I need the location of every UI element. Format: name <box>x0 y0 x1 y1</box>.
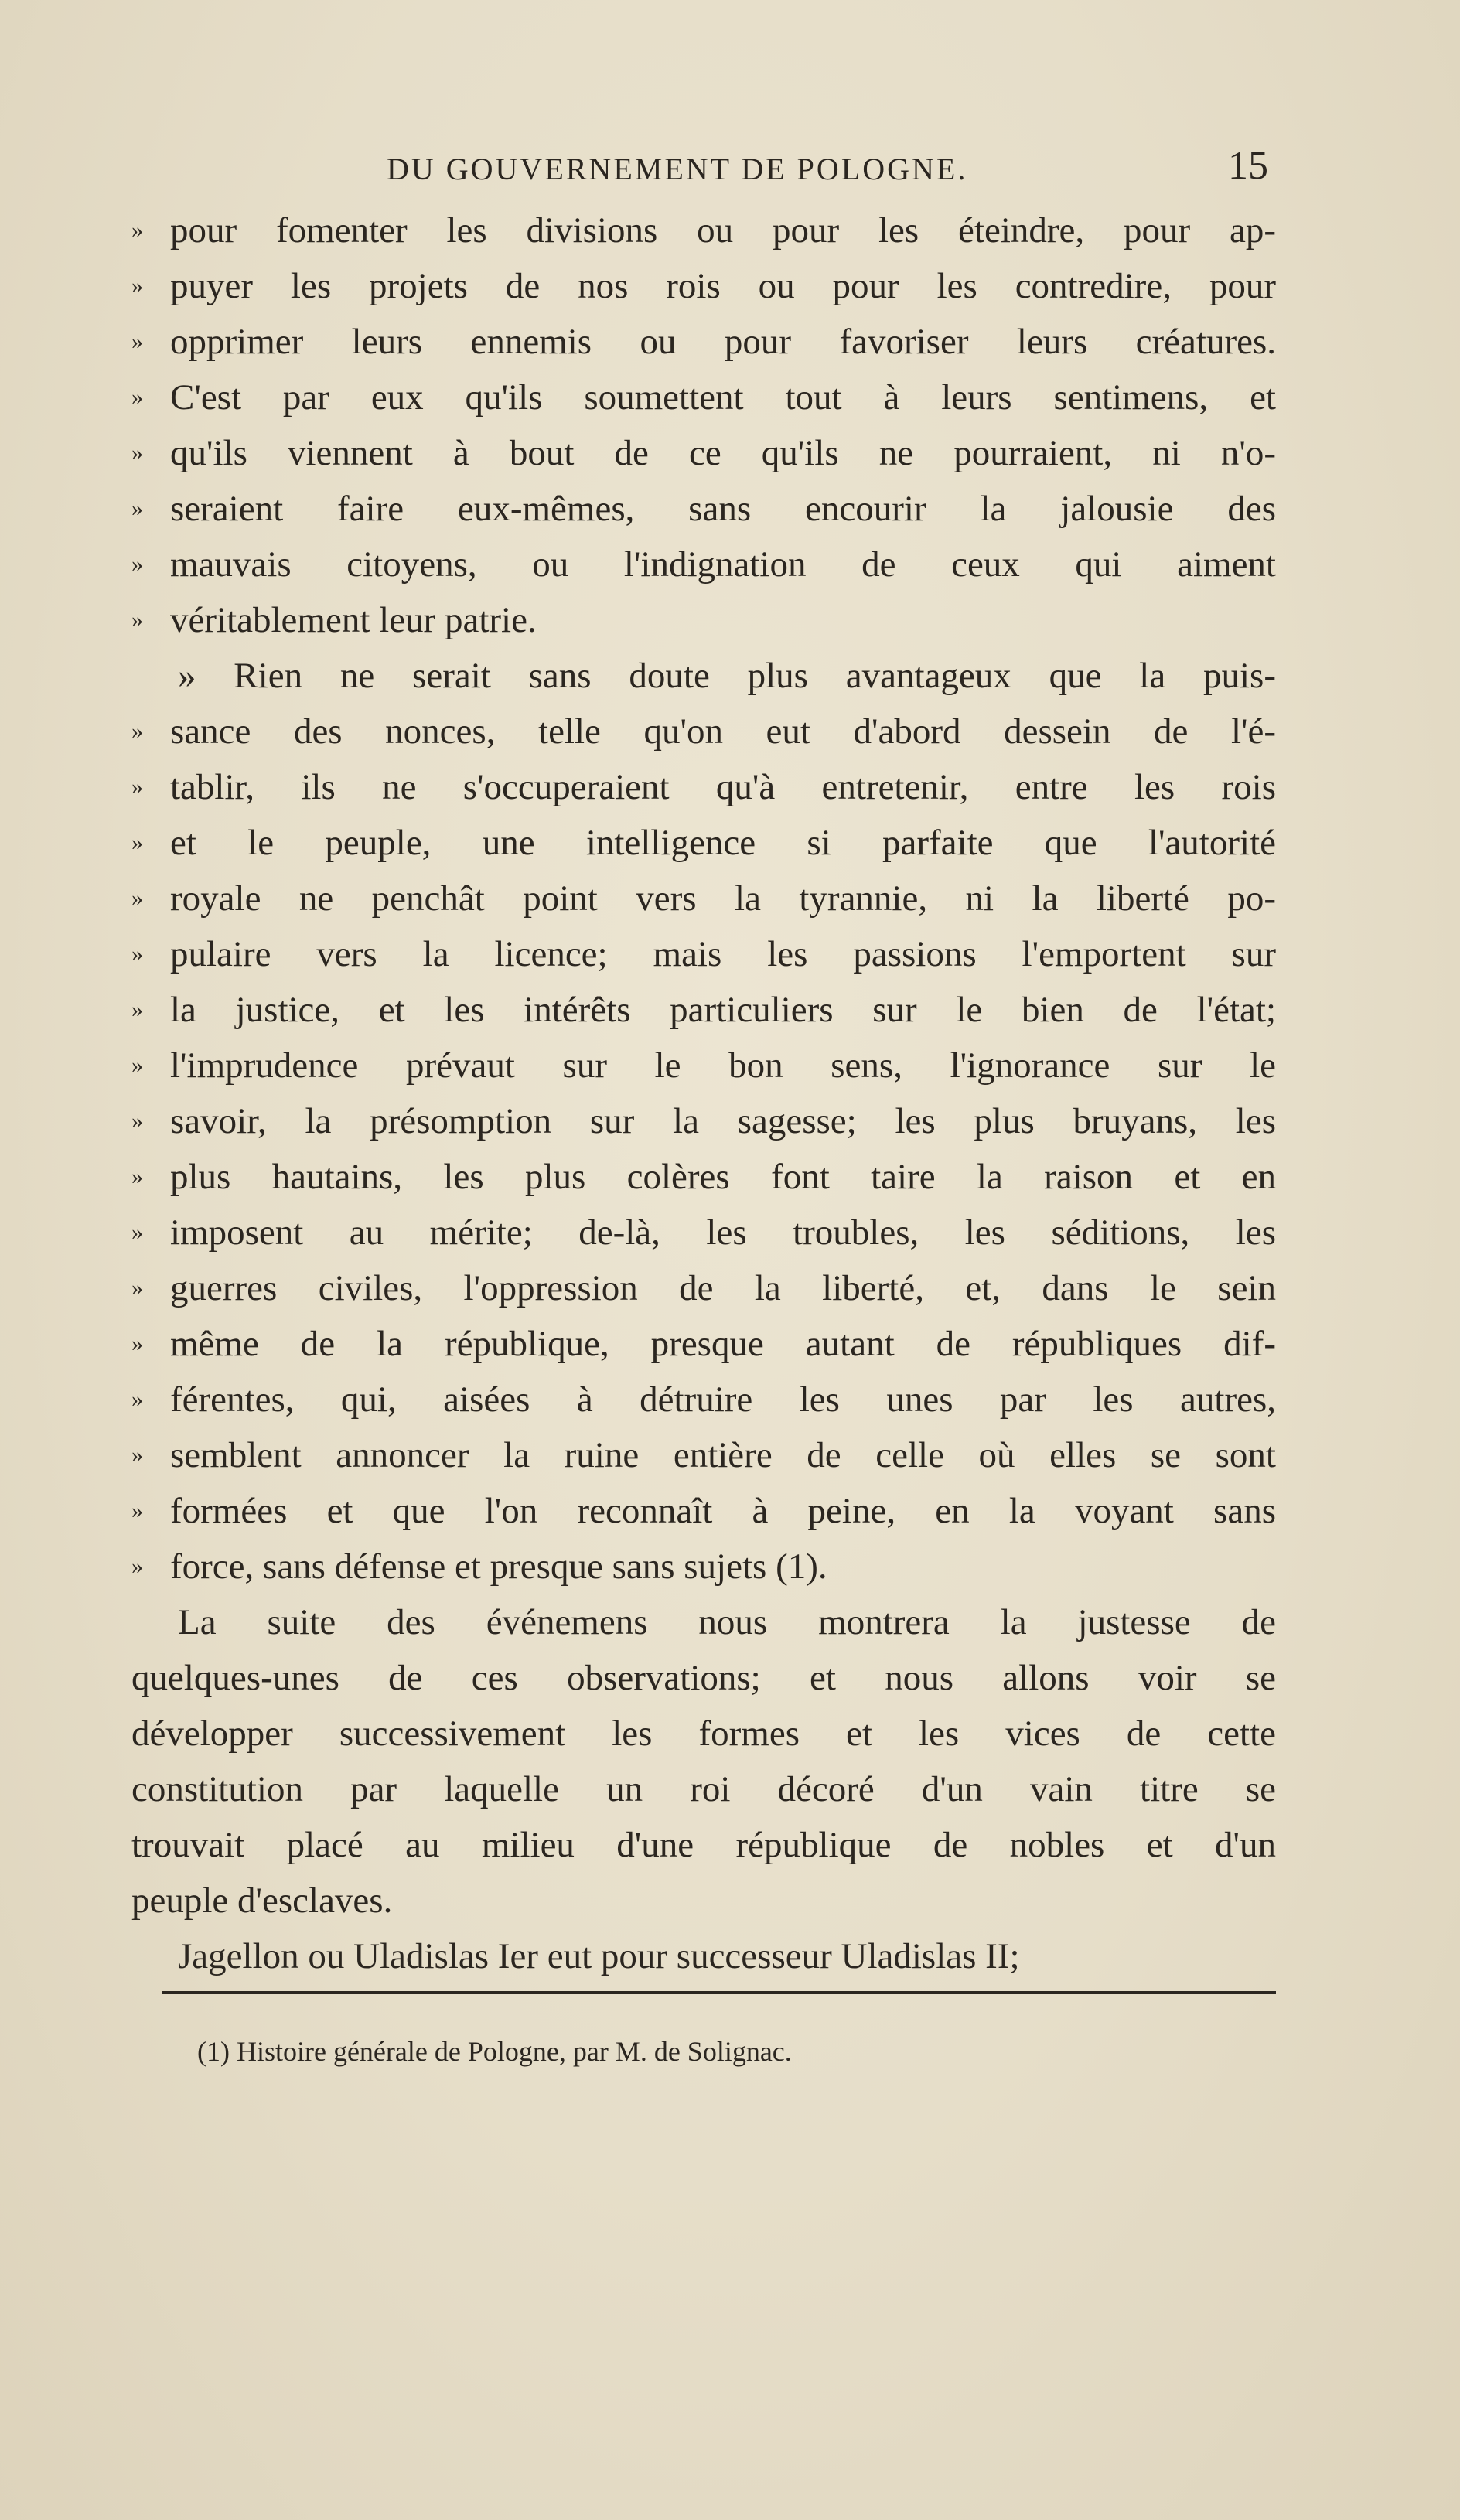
line-text: opprimer leurs ennemis ou pour favoriser leurs créatures. <box>170 322 1276 362</box>
text-line <box>131 1594 1276 1650</box>
line-text: trouvait placé au milieu d'une république de nobles et d'un <box>131 1825 1276 1865</box>
line-text: pulaire vers la licence; mais les passions l'emportent sur <box>170 934 1276 974</box>
text-line <box>131 815 1276 871</box>
quote-mark: » <box>131 217 143 243</box>
quote-mark: » <box>131 273 143 298</box>
quote-mark: » <box>131 774 143 800</box>
quote-mark: » <box>131 384 143 410</box>
quote-mark: » <box>131 551 143 577</box>
text-line <box>131 982 1276 1038</box>
line-text: la justice, et les intérêts particuliers sur le bien de l'état; <box>170 990 1276 1030</box>
line-text: pour fomenter les divisions ou pour les éteindre, pour ap- <box>170 210 1276 251</box>
quote-mark: » <box>131 830 143 855</box>
line-text: sance des nonces, telle qu'on eut d'abord dessein de l'é- <box>170 711 1276 752</box>
footnote: (1) Histoire générale de Pologne, par M. de Solignac. <box>197 2036 792 2067</box>
quote-mark: » <box>131 1331 143 1356</box>
line-text: seraient faire eux-mêmes, sans encourir la jalousie des <box>170 489 1276 529</box>
text-line <box>131 648 1276 704</box>
quote-mark: » <box>131 941 143 967</box>
text-line <box>131 1149 1276 1205</box>
quote-mark: » <box>131 997 143 1022</box>
quote-mark: » <box>131 607 143 633</box>
text-line <box>131 926 1276 982</box>
quote-mark: » <box>131 885 143 911</box>
text-line <box>131 1706 1276 1761</box>
text-line <box>131 1093 1276 1149</box>
quote-mark: » <box>131 1164 143 1189</box>
quote-mark: » <box>131 1219 143 1245</box>
quote-mark: » <box>131 1108 143 1134</box>
page-number: 15 <box>1228 144 1268 188</box>
quote-mark: » <box>131 718 143 744</box>
line-text: royale ne penchât point vers la tyrannie, ni la liberté po- <box>170 878 1276 919</box>
text-line <box>131 1761 1276 1817</box>
text-line <box>131 1260 1276 1316</box>
text-line <box>131 1316 1276 1372</box>
line-text: même de la république, presque autant de républiques dif- <box>170 1324 1276 1364</box>
line-text: développer successivement les formes et les vices de cette <box>131 1714 1276 1754</box>
running-head: DU GOUVERNEMENT DE POLOGNE. <box>387 152 968 186</box>
line-text: semblent annoncer la ruine entière de celle où elles se sont <box>170 1435 1276 1475</box>
line-text: véritablement leur patrie. <box>170 600 537 640</box>
text-line <box>131 704 1276 759</box>
text-line <box>131 203 1276 258</box>
quote-mark: » <box>131 496 143 521</box>
text-line <box>131 759 1276 815</box>
text-line <box>131 1650 1276 1706</box>
line-text: puyer les projets de nos rois ou pour les contredire, pour <box>170 266 1276 306</box>
line-text: mauvais citoyens, ou l'indignation de ceux qui aiment <box>170 544 1276 585</box>
text-line <box>131 1483 1276 1539</box>
line-text: guerres civiles, l'oppression de la liberté, et, dans le sein <box>170 1268 1276 1308</box>
text-line <box>131 1427 1276 1483</box>
line-text: l'imprudence prévaut sur le bon sens, l'ignorance sur le <box>170 1045 1276 1086</box>
line-text: qu'ils viennent à bout de ce qu'ils ne pourraient, ni n'o- <box>170 433 1276 473</box>
line-text: La suite des événemens nous montrera la justesse de <box>178 1602 1276 1642</box>
text-line <box>131 1539 1276 1594</box>
text-line <box>131 1205 1276 1260</box>
text-line <box>131 1873 1276 1928</box>
quote-mark: » <box>131 329 143 354</box>
line-text: savoir, la présomption sur la sagesse; les plus bruyans, les <box>170 1101 1276 1141</box>
quote-mark: » <box>131 1442 143 1468</box>
quote-mark: » <box>131 1275 143 1301</box>
page-header <box>155 143 1268 197</box>
text-line <box>131 258 1276 314</box>
text-line <box>131 1928 1276 1984</box>
line-text: force, sans défense et presque sans sujets (1). <box>170 1546 827 1587</box>
text-line <box>131 871 1276 926</box>
text-line <box>131 370 1276 425</box>
text-line <box>131 1372 1276 1427</box>
text-line <box>131 1038 1276 1093</box>
body-text <box>131 203 1276 1984</box>
quote-mark: » <box>131 1498 143 1523</box>
footnote-rule <box>162 1991 1276 1994</box>
quote-mark: » <box>131 1553 143 1579</box>
quote-mark: » <box>131 1386 143 1412</box>
line-text: quelques-unes de ces observations; et nous allons voir se <box>131 1658 1276 1698</box>
line-text: formées et que l'on reconnaît à peine, en la voyant sans <box>170 1491 1276 1531</box>
text-line <box>131 481 1276 537</box>
line-text: et le peuple, une intelligence si parfaite que l'autorité <box>170 823 1276 863</box>
line-text: tablir, ils ne s'occuperaient qu'à entretenir, entre les rois <box>170 767 1276 807</box>
text-line <box>131 1817 1276 1873</box>
text-line <box>131 425 1276 481</box>
quote-mark: » <box>131 440 143 465</box>
text-line <box>131 537 1276 592</box>
line-text: peuple d'esclaves. <box>131 1881 393 1921</box>
line-text: Jagellon ou Uladislas Ier eut pour successeur Uladislas II; <box>178 1936 1020 1976</box>
line-text: imposent au mérite; de-là, les troubles, les séditions, les <box>170 1212 1276 1253</box>
line-text: » Rien ne serait sans doute plus avantageux que la puis- <box>178 656 1276 696</box>
text-line <box>131 592 1276 648</box>
line-text: férentes, qui, aisées à détruire les unes par les autres, <box>170 1379 1276 1420</box>
line-text: plus hautains, les plus colères font taire la raison et en <box>170 1157 1276 1197</box>
text-line <box>131 314 1276 370</box>
line-text: C'est par eux qu'ils soumettent tout à leurs sentimens, et <box>170 377 1276 418</box>
quote-mark: » <box>131 1052 143 1078</box>
line-text: constitution par laquelle un roi décoré d'un vain titre se <box>131 1769 1276 1809</box>
